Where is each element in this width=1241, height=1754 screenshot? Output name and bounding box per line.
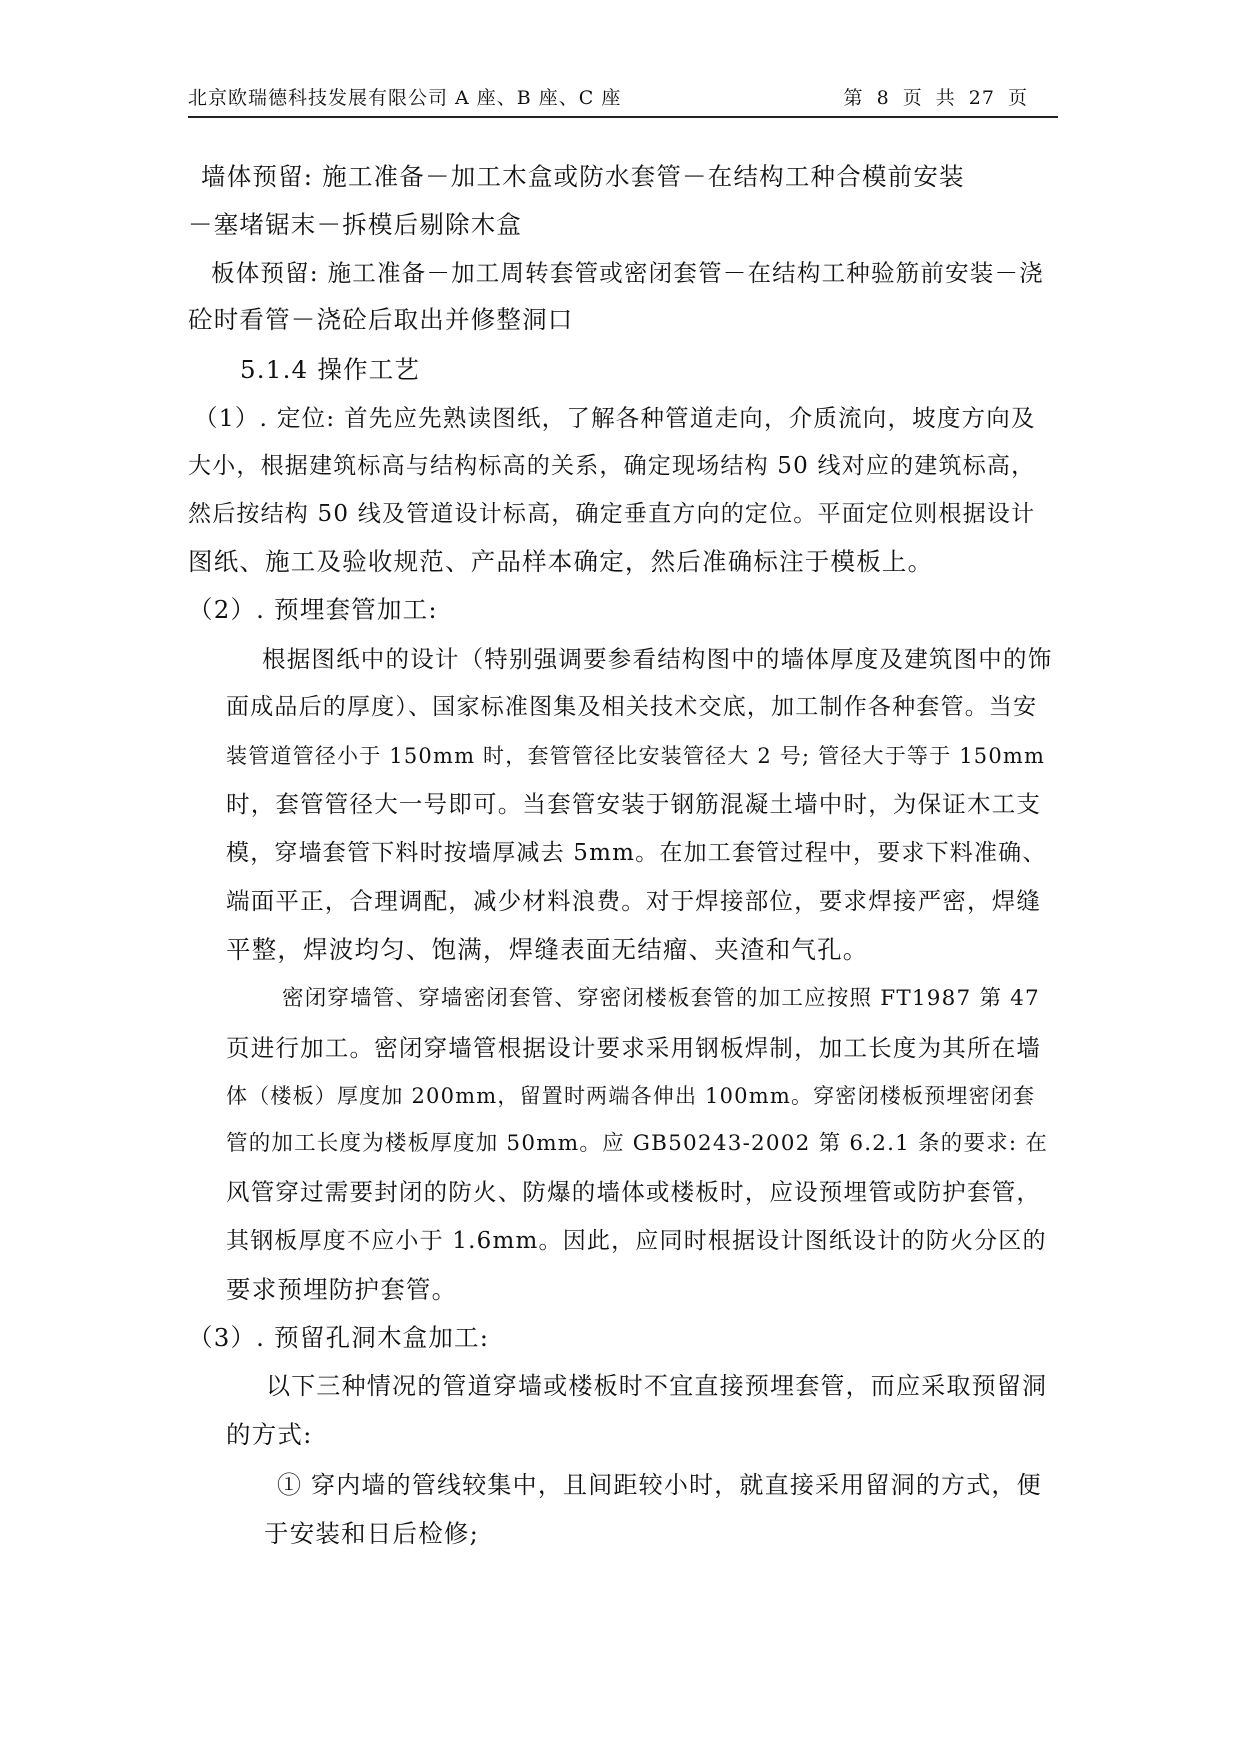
text-line: ① 穿内墙的管线较集中，且间距较小时，就直接采用留洞的方式，便	[277, 1471, 1042, 1499]
text-line: 管的加工长度为楼板厚度加 50mm。应 GB50243-2002 第 6.2.1 条的要求: 在	[226, 1131, 1049, 1156]
header-page-number: 第 8 页 共 27 页	[843, 87, 1028, 109]
text-line: 体（楼板）厚度加 200mm，留置时两端各伸出 100mm。穿密闭楼板预埋密闭套	[226, 1084, 1036, 1108]
text-line: 平整，焊波均匀、饱满，焊缝表面无结瘤、夹渣和气孔。	[226, 935, 869, 964]
text-line: 密闭穿墙管、穿墙密闭套管、穿密闭楼板套管的加工应按照 FT1987 第 47	[282, 986, 1040, 1011]
text-line: （1）. 定位: 首先应先熟读图纸，了解各种管道走向，介质流向，坡度方向及	[194, 404, 1036, 432]
text-line: 然后按结构 50 线及管道设计标高，确定垂直方向的定位。平面定位则根据设计	[188, 501, 1036, 527]
page-header	[188, 86, 1058, 118]
text-line: 于安装和日后检修;	[264, 1519, 480, 1548]
text-line: 图纸、施工及验收规范、产品样本确定，然后准确标注于模板上。	[188, 547, 934, 576]
text-line: 板体预留: 施工准备－加工周转套管或密闭套管－在结构工种验筋前安装－浇	[211, 259, 1044, 287]
text-line: 装管道管径小于 150mm 时，套管管径比安装管径大 2 号; 管径大于等于 150mm	[226, 744, 1046, 768]
header-company: 北京欧瑞德科技发展有限公司 A 座、B 座、C 座	[188, 87, 622, 109]
text-line: 要求预埋防护套管。	[226, 1275, 458, 1304]
text-line: 模，穿墙套管下料时按墙厚减去 5mm。在加工套管过程中，要求下料准确、	[226, 840, 1047, 866]
text-line: －塞堵锯末－拆模后剔除木盒	[188, 210, 523, 239]
text-line: 根据图纸中的设计（特别强调要参看结构图中的墙体厚度及建筑图中的饰	[262, 645, 1053, 673]
text-line: （2）. 预埋套管加工:	[188, 595, 438, 624]
section-heading: 5.1.4 操作工艺	[240, 355, 421, 384]
text-line: 的方式:	[226, 1420, 313, 1449]
text-line: 以下三种情况的管道穿墙或楼板时不宜直接预埋套管，而应采取预留洞	[266, 1372, 1048, 1400]
text-line: 页进行加工。密闭穿墙管根据设计要求采用钢板焊制，加工长度为其所在墙	[226, 1034, 1042, 1062]
text-line: 砼时看管－浇砼后取出并修整洞口	[188, 305, 574, 334]
text-line: 时，套管管径大一号即可。当套管安装于钢筋混凝土墙中时，为保证木工支	[226, 790, 1042, 818]
text-line: 其钢板厚度不应小于 1.6mm。因此，应同时根据设计图纸设计的防火分区的	[226, 1228, 1047, 1254]
text-line: 端面平正，合理调配，减少材料浪费。对于焊接部位，要求焊接严密，焊缝	[226, 887, 1042, 915]
text-line: 大小，根据建筑标高与结构标高的关系，确定现场结构 50 线对应的建筑标高，	[188, 453, 1036, 479]
text-line: 面成品后的厚度）、国家标准图集及相关技术交底，加工制作各种套管。当安	[226, 694, 1038, 720]
text-line: （3）. 预留孔洞木盒加工:	[188, 1323, 490, 1352]
text-line: 墙体预留: 施工准备－加工木盒或防水套管－在结构工种合模前安装	[201, 162, 965, 191]
text-line: 风管穿过需要封闭的防火、防爆的墙体或楼板时，应设预埋管或防护套管，	[226, 1178, 1042, 1206]
